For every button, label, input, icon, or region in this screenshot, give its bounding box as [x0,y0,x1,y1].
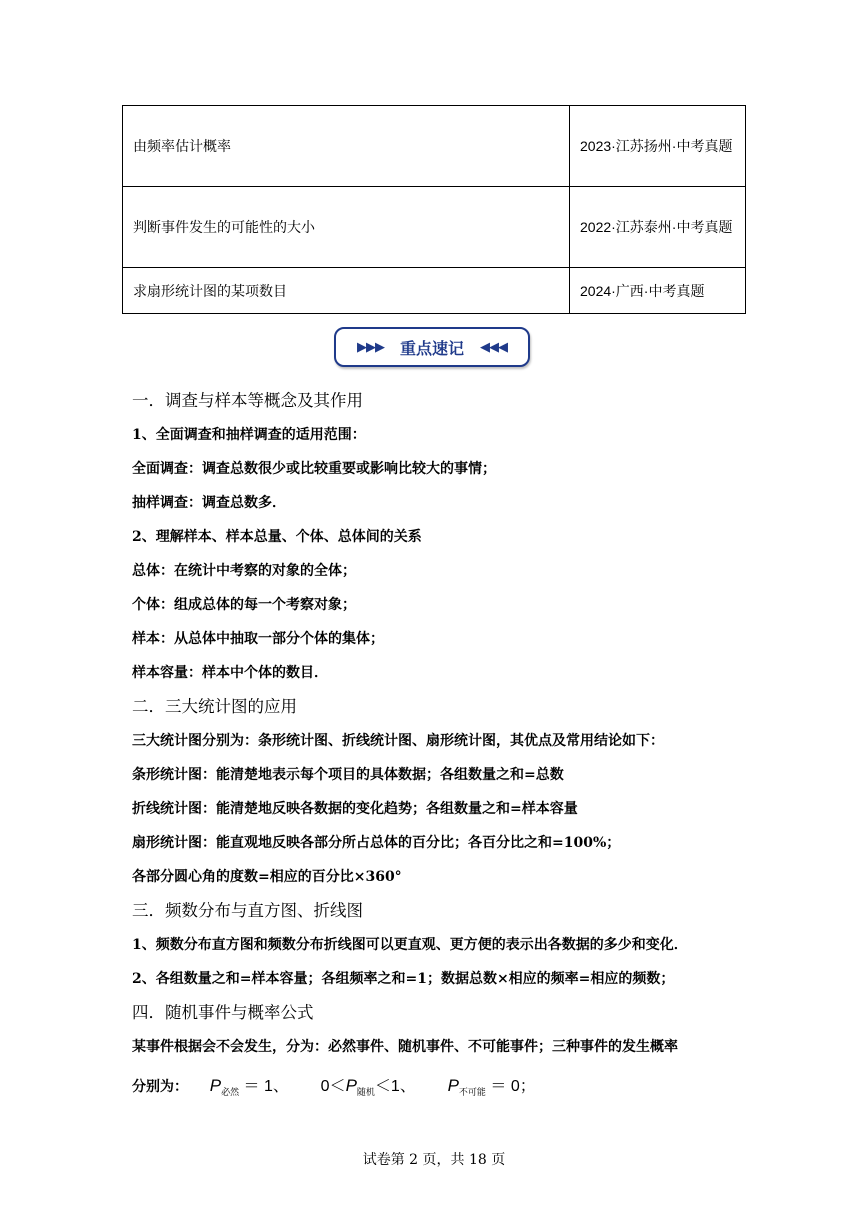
source-cell: 2024·广西·中考真题 [570,268,746,314]
topic-table [122,105,746,314]
banner-title: 重点速记 [399,338,464,358]
source-cell: 2023·江苏扬州·中考真题 [570,106,746,187]
text-line: 抽样调查：调查总数多． [132,495,286,511]
text-line: 1、频数分布直方图和频数分布折线图可以更直观、更方便的表示出各数据的多少和变化． [132,937,688,953]
text-line: 样本容量：样本中个体的数目． [132,665,328,681]
text-line: 全面调查：调查总数很少或比较重要或影响比较大的事情； [132,461,496,477]
section-heading: 四．随机事件与概率公式 [132,1003,314,1022]
right-arrows-icon: ▶▶▶ [356,339,384,355]
formula-var: P [345,1076,357,1095]
section-heading: 二．三大统计图的应用 [132,697,297,716]
source-cell: 2022·江苏泰州·中考真题 [570,187,746,268]
text-line: 扇形统计图：能直观地反映各部分所占总体的百分比；各百分比之和=100%； [132,835,621,851]
probability-formula [132,1064,752,1108]
page-footer: 试卷第 2 页，共 18 页 [362,1152,506,1168]
text-line: 条形统计图：能清楚地表示每个项目的具体数据；各组数量之和=总数 [132,767,564,783]
text-line: 总体：在统计中考察的对象的全体； [132,563,356,579]
text-line: 某事件根据会不会发生，分为：必然事件、随机事件、不可能事件；三种事件的发生概率 [132,1039,678,1055]
section-heading: 三．频数分布与直方图、折线图 [132,901,363,920]
text-line: 样本：从总体中抽取一部分个体的集体； [132,631,384,647]
formula-pre: 0＜ [320,1078,346,1095]
formula-var: P [209,1076,222,1095]
formula-prefix: 分别为： [132,1079,188,1095]
text-line: 各部分圆心角的度数=相应的百分比×360° [132,869,402,885]
table-row [123,106,746,187]
text-line: 2、各组数量之和=样本容量；各组频率之和=1；数据总数×相应的频率=相应的频数； [132,971,675,987]
key-points-content [132,384,752,1108]
formula-rest: ＜1、 [374,1078,416,1095]
key-points-banner [334,327,530,367]
text-line: 个体：组成总体的每一个考察对象； [132,597,356,613]
left-arrows-icon: ◀◀◀ [480,339,507,355]
section-heading: 一．调查与样本等概念及其作用 [132,391,363,410]
text-line: 三大统计图分别为：条形统计图、折线统计图、扇形统计图，其优点及常用结论如下： [132,733,664,749]
formula-sub: 不可能 [458,1088,486,1098]
formula-sub: 随机 [356,1088,375,1098]
topic-cell: 由频率估计概率 [123,106,570,187]
formula-sub: 必然 [221,1088,240,1098]
formula-var: P [447,1076,459,1095]
text-line: 折线统计图：能清楚地反映各数据的变化趋势；各组数量之和=样本容量 [132,801,578,817]
text-line: 1、全面调查和抽样调查的适用范围： [132,427,366,443]
formula-rest: ＝ 0； [485,1078,536,1095]
formula-rest: ＝ 1、 [239,1078,289,1095]
topic-cell: 求扇形统计图的某项数目 [123,268,570,314]
text-line: 2、理解样本、样本总量、个体、总体间的关系 [132,529,422,545]
table-row [123,268,746,314]
topic-cell: 判断事件发生的可能性的大小 [123,187,570,268]
table-row [123,187,746,268]
